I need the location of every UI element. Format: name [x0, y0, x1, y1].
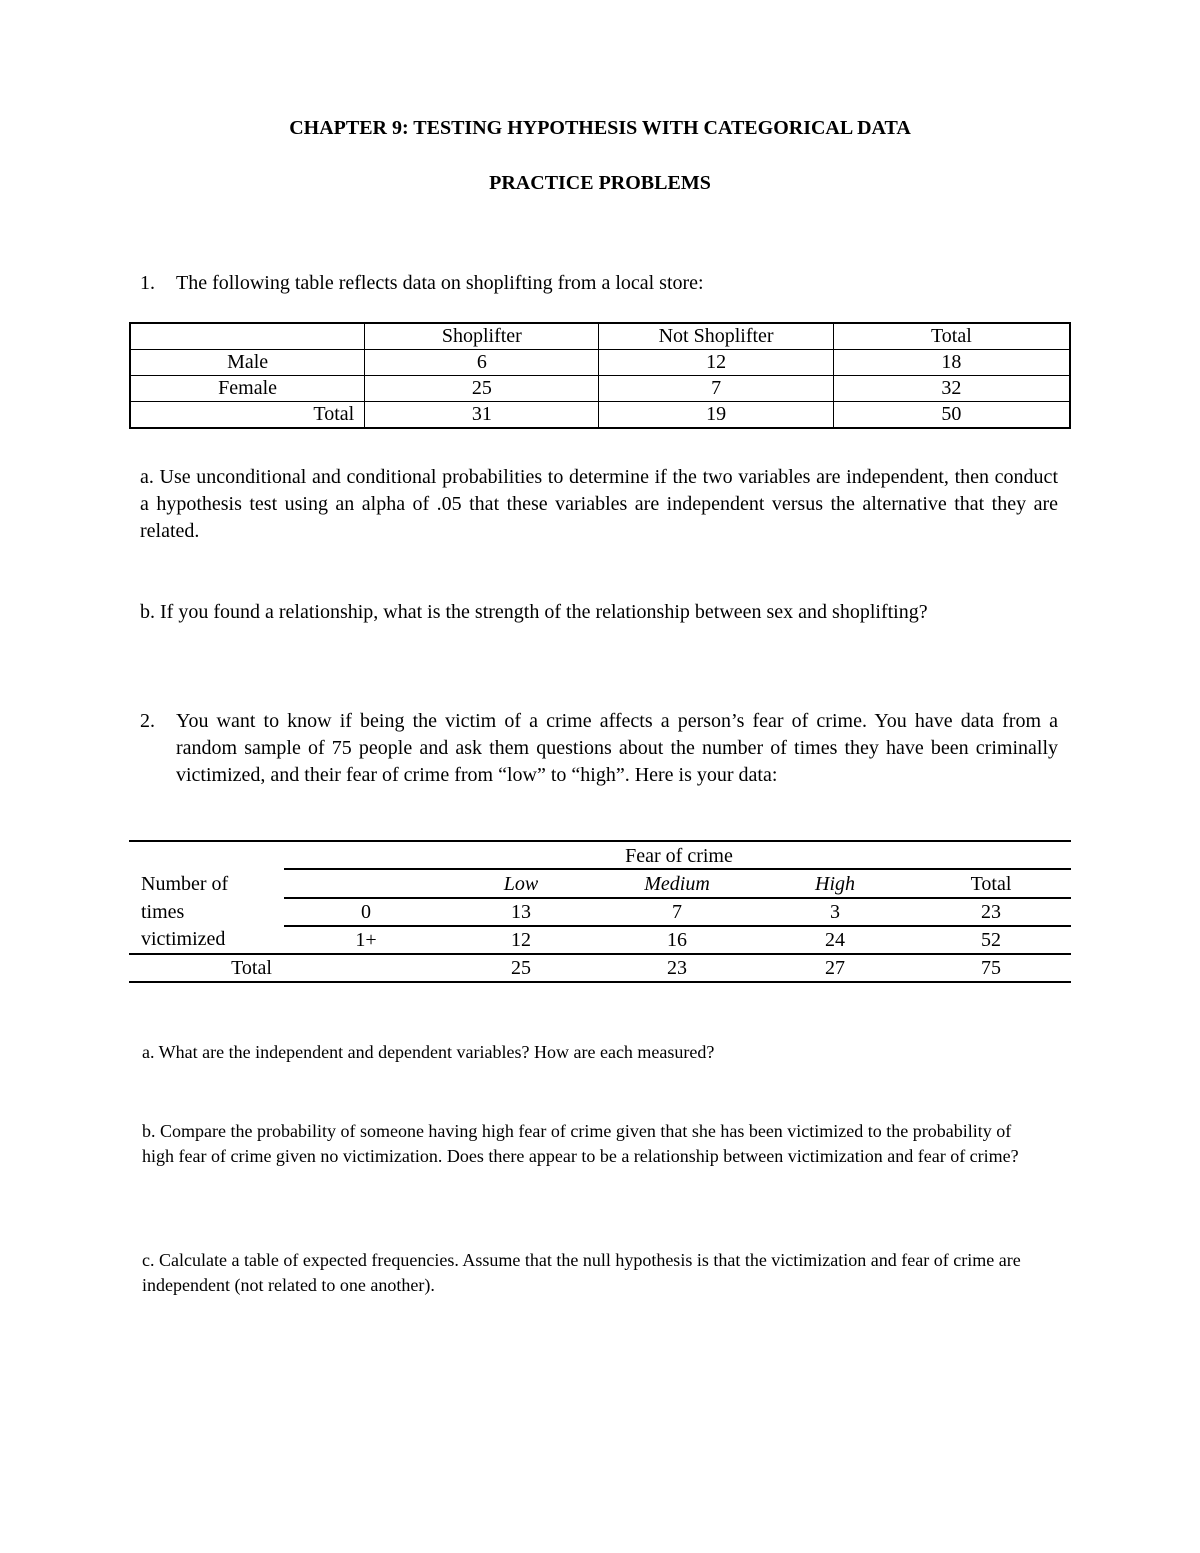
table-cell: Total [833, 323, 1070, 350]
table-cell: 25 [365, 376, 599, 402]
table-cell: 6 [365, 350, 599, 376]
table-cell: Shoplifter [365, 323, 599, 350]
table-cell: 24 [825, 929, 845, 951]
question-2-number: 2. [140, 710, 155, 732]
table-cell: 27 [825, 957, 845, 979]
table-row [130, 350, 1070, 376]
table-cell: 7 [599, 376, 833, 402]
table-cell: 16 [667, 929, 687, 951]
question-2c: c. Calculate a table of expected frequencies. Assume that the null hypothesis is that the victimization and fear of crime are independent (not related to one another). [142, 1250, 1021, 1295]
page-subtitle: PRACTICE PROBLEMS [489, 172, 711, 194]
table-cell: 23 [981, 901, 1001, 923]
table-cell: 31 [365, 402, 599, 429]
question-1-number: 1. [140, 272, 155, 294]
total-label: Total [231, 957, 272, 979]
table-cell: 3 [830, 901, 840, 923]
table-cell: 18 [833, 350, 1070, 376]
group-header: Fear of crime [625, 845, 733, 867]
row-variable-label: victimized [141, 928, 226, 950]
table-cell: 19 [599, 402, 833, 429]
table-cell: 25 [511, 957, 531, 979]
table-cell: 50 [833, 402, 1070, 429]
column-header: Low [503, 873, 539, 895]
table-cell: 32 [833, 376, 1070, 402]
row-variable-label: times [141, 901, 185, 923]
table-cell: 12 [599, 350, 833, 376]
question-1b: b. If you found a relationship, what is the strength of the relationship between sex and shoplifting? [140, 601, 928, 623]
table-cell: 13 [511, 901, 531, 923]
shoplifting-table [129, 322, 1071, 429]
question-1a: a. Use unconditional and conditional probabilities to determine if the two variables are independent, then conduct a hypothesis test using an alpha of .05 that these variables are independent versus the alternative that they are related. [140, 466, 1058, 542]
table-row [130, 376, 1070, 402]
question-2b: b. Compare the probability of someone having high fear of crime given that she has been victimized to the probability of high fear of crime given no victimization. Does there appear to be a relationship between victimization and fear of crime? [142, 1121, 1019, 1166]
table-rule [129, 840, 1071, 842]
table-cell: Male [130, 350, 365, 376]
table-row [130, 402, 1070, 429]
table-cell: 52 [981, 929, 1001, 951]
row-label: 1+ [355, 929, 377, 951]
column-header: Total [970, 873, 1012, 895]
table-cell: Female [130, 376, 365, 402]
table-rule [284, 868, 1071, 870]
question-2-text: You want to know if being the victim of a crime affects a person’s fear of crime. You have data from a random sample of 75 people and ask them questions about the number of times they have been criminally victimized, and their fear of crime from “low” to “high”. Here is your data: [176, 710, 1058, 786]
table-cell: 7 [672, 901, 682, 923]
page-title: CHAPTER 9: TESTING HYPOTHESIS WITH CATEGORICAL DATA [289, 117, 911, 139]
column-header: High [815, 873, 855, 895]
row-variable-label: Number of [141, 873, 229, 895]
question-1-text: The following table reflects data on shoplifting from a local store: [176, 272, 704, 294]
table-cell: Total [130, 402, 365, 429]
question-2a: a. What are the independent and dependent variables? How are each measured? [142, 1042, 715, 1062]
table-cell [130, 323, 365, 350]
table-cell: 75 [981, 957, 1001, 979]
table-cell: 23 [667, 957, 687, 979]
column-header: Medium [644, 873, 710, 895]
table-cell: Not Shoplifter [599, 323, 833, 350]
table-rule [129, 981, 1071, 983]
table-header-row [130, 323, 1070, 350]
row-label: 0 [361, 901, 371, 923]
table-cell: 12 [511, 929, 531, 951]
